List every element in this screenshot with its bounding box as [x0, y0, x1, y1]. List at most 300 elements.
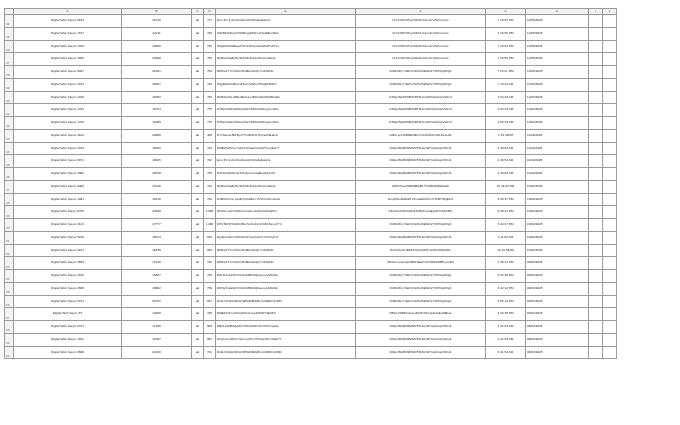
cell-date[interactable]: 12/05/2025 — [526, 15, 589, 28]
cell-empty[interactable] — [603, 168, 617, 181]
cell-count[interactable]: 847 — [204, 295, 216, 308]
cell-type[interactable]: art — [192, 244, 204, 257]
cell-empty[interactable] — [589, 333, 603, 346]
cell-time[interactable]: 7 16 56 PM — [486, 53, 526, 66]
cell-empty[interactable] — [603, 66, 617, 79]
cell-id[interactable]: 16052 — [122, 142, 192, 155]
cell-empty[interactable] — [589, 257, 603, 270]
cell-count[interactable]: 1 490 — [204, 219, 216, 232]
cell-count[interactable]: 775 — [204, 104, 216, 117]
cell-type[interactable]: art — [192, 142, 204, 155]
row-number: 54 — [5, 270, 14, 283]
cell-key[interactable]: DrigCyrusfRrCYGjm+QrPm7hhGdnWYrhuEi77 — [216, 333, 356, 346]
cell-type[interactable]: art — [192, 308, 204, 321]
cell-empty[interactable] — [603, 104, 617, 117]
cell-account[interactable]: D5dxnmcJvnqsGBhPnEahJYNrbMrD6BPyvmE3 — [356, 257, 486, 270]
cell-time[interactable]: 3 02 25 AM — [486, 91, 526, 104]
cell-empty[interactable] — [589, 206, 603, 219]
cell-key[interactable]: DKHaTv2aGFYbhsbrM8bt6QhemuyxMGhbn — [216, 282, 356, 295]
table-row — [5, 193, 617, 206]
cell-empty[interactable] — [603, 91, 617, 104]
cell-type[interactable]: art — [192, 346, 204, 359]
cell-account[interactable]: DJ6FZDyYrfaFVzGZGrDEfLRvYXPFdgOhgh — [356, 66, 486, 79]
cell-time[interactable]: 7 16 42 AM — [486, 78, 526, 91]
cell-key[interactable]: DTDjcx64DmhNrqsHsrCFPd1wMCrgcm4Nnt — [216, 104, 356, 117]
cell-time[interactable]: 6 32 38 PM — [486, 270, 526, 283]
table-row — [5, 129, 617, 142]
cell-empty[interactable] — [589, 104, 603, 117]
column-header-a[interactable]: A — [14, 9, 122, 15]
cell-empty[interactable] — [603, 155, 617, 168]
row-number: 51 — [5, 231, 14, 244]
cell-account[interactable]: D4kpn5lp8SSBr5rRT6L6mSPYqACiqsVWm4 — [356, 333, 486, 346]
cell-time[interactable]: 7 16 FL RM — [486, 66, 526, 79]
cell-empty[interactable] — [589, 142, 603, 155]
cell-empty[interactable] — [589, 78, 603, 91]
cell-account[interactable]: D4kpn5lp8SSBr5rRT6L6mSPYqACiqsVWm4 — [356, 168, 486, 181]
cell-product-name[interactable]: Digital Web Sayıcı 3416 — [14, 142, 122, 155]
cell-count[interactable]: 834 — [204, 244, 216, 257]
cell-product-name[interactable]: Digital Web Sayıcı 1311 — [14, 333, 122, 346]
cell-date[interactable]: 12/02/2025 — [526, 66, 589, 79]
cell-key[interactable]: DN6lLm6gfiqHxr1DrPFr1hbeyWmmvZkeQ — [216, 53, 356, 66]
cell-time[interactable]: 3 02 25 AM — [486, 117, 526, 130]
cell-empty[interactable] — [603, 193, 617, 206]
cell-key[interactable]: D8HuGTYrcScrbuHs6Ev3SrQrYrsbS1Nb — [216, 66, 356, 79]
cell-account[interactable]: D4kpn5lp8SSBr5rRT6L6mSPYqACiqsVWm4 — [356, 231, 486, 244]
cell-account[interactable]: DJ6FZDyYrfaFVzGZGrDEfLRvYXPFdgOhgh — [356, 295, 486, 308]
cell-empty[interactable] — [589, 40, 603, 53]
cell-product-name[interactable]: Digital Web Sayıcı 1891 — [14, 193, 122, 206]
cell-account[interactable]: DJ6ipn5lp8SSBr5rRT6L6mSPYqACiqsVWm4 — [356, 117, 486, 130]
cell-id[interactable]: 21661 — [122, 66, 192, 79]
cell-time[interactable]: 3 41 53 AM — [486, 346, 526, 359]
cell-count[interactable]: 753 — [204, 40, 216, 53]
cell-time[interactable]: 10 46 03 PM — [486, 180, 526, 193]
cell-type[interactable]: art — [192, 180, 204, 193]
cell-key[interactable]: DKHaTv2aGFYbhsbrM8bt6QhemuyxMGhbn — [216, 270, 356, 283]
cell-empty[interactable] — [603, 295, 617, 308]
cell-empty[interactable] — [603, 270, 617, 283]
cell-time[interactable]: 4 46 38 PM — [486, 308, 526, 321]
cell-time[interactable]: 4 36 52 AM — [486, 155, 526, 168]
cell-empty[interactable] — [603, 27, 617, 40]
cell-time[interactable]: 3 41 53 AM — [486, 321, 526, 334]
cell-empty[interactable] — [589, 295, 603, 308]
cell-id[interactable]: 23886 — [122, 129, 192, 142]
cell-empty[interactable] — [589, 180, 603, 193]
cell-product-name[interactable]: Digital Web Sayıcı 2608 — [14, 282, 122, 295]
cell-account[interactable]: Dbbfl ay.ht2BMRNEsYOLhFMJGVDLPLuL66 — [356, 129, 486, 142]
cell-count[interactable]: 777 — [204, 15, 216, 28]
cell-key[interactable]: Ern.rPrr.1yJtnCkoSuGtOrhbw6eEaG1c — [216, 15, 356, 28]
table-row — [5, 206, 617, 219]
cell-date[interactable]: 10/02/2025 — [526, 206, 589, 219]
cell-count[interactable]: 697 — [204, 333, 216, 346]
table-row — [5, 244, 617, 257]
cell-date[interactable]: 08/02/2025 — [526, 346, 589, 359]
cell-count[interactable]: 742 — [204, 193, 216, 206]
cell-count[interactable]: 405 — [204, 129, 216, 142]
cell-empty[interactable] — [603, 333, 617, 346]
cell-type[interactable]: art — [192, 129, 204, 142]
cell-date[interactable]: 11/02/2025 — [526, 142, 589, 155]
cell-empty[interactable] — [603, 129, 617, 142]
cell-id[interactable]: 24548 — [122, 206, 192, 219]
cell-product-name[interactable]: Digital Web Sayıcı 87 — [14, 308, 122, 321]
cell-date[interactable]: 12/02/2025 — [526, 91, 589, 104]
column-header-g[interactable]: G — [486, 9, 526, 15]
cell-type[interactable]: art — [192, 231, 204, 244]
cell-key[interactable]: DGiLrr9mDoShGrN8TwDBdyBrmmbBDC1r3Rh — [216, 295, 356, 308]
cell-empty[interactable] — [603, 78, 617, 91]
cell-id[interactable]: 22211 — [122, 27, 192, 40]
table-row — [5, 142, 617, 155]
cell-empty[interactable] — [589, 346, 603, 359]
cell-count[interactable]: 739 — [204, 270, 216, 283]
cell-time[interactable]: 12 34 56AM — [486, 244, 526, 257]
cell-id[interactable]: 17188 — [122, 321, 192, 334]
cell-date[interactable]: 11/02/2025 — [526, 155, 589, 168]
cell-type[interactable]: art — [192, 40, 204, 53]
cell-key[interactable]: DMEZArFr+RrCsdrb9.hmeLAPFtR74EdF7r — [216, 308, 356, 321]
cell-account[interactable]: DrY1rPFrNTrenMsh1rA1mdYwSiCmmGt — [356, 40, 486, 53]
cell-time[interactable]: 9 45 27 PM — [486, 193, 526, 206]
cell-account[interactable]: DJ6FZDyYrfaFVzGZGrDEfLRvYXPFdgOhgh — [356, 270, 486, 283]
cell-count[interactable]: 725 — [204, 308, 216, 321]
cell-time[interactable]: 7 16 53 PM — [486, 40, 526, 53]
cell-count[interactable]: 693 — [204, 321, 216, 334]
cell-account[interactable]: DrY1rPFrNTrenMsh1rA1mdYwSiCmmGt — [356, 15, 486, 28]
cell-key[interactable]: DGiLrr9mDoShGrN8TwDBdyBrmmbBDC1r3Rh — [216, 346, 356, 359]
column-header-c[interactable]: C — [192, 9, 204, 15]
cell-date[interactable]: 10/02/2025 — [526, 219, 589, 232]
cell-count[interactable]: 763 — [204, 66, 216, 79]
cell-count[interactable]: 746 — [204, 78, 216, 91]
cell-date[interactable]: 10/02/2025 — [526, 244, 589, 257]
cell-date[interactable]: 08/02/2025 — [526, 333, 589, 346]
row-number: 58 — [5, 321, 14, 334]
column-header-f[interactable]: F — [356, 9, 486, 15]
cell-date[interactable]: 12/02/2025 — [526, 78, 589, 91]
cell-product-name[interactable]: Digital Web Sayıcı 2157 — [14, 244, 122, 257]
cell-empty[interactable] — [589, 53, 603, 66]
cell-empty[interactable] — [603, 244, 617, 257]
cell-date[interactable]: 09/02/2025 — [526, 257, 589, 270]
cell-key[interactable]: DBrtLrsDBrhAg3rU7ShrGDtKchhzCZrCspeki — [216, 321, 356, 334]
cell-empty[interactable] — [603, 53, 617, 66]
cell-account[interactable]: D4kpn5lp8SSBr5rRT6L6mSPYqACiqsVWm4 — [356, 142, 486, 155]
cell-account[interactable]: DmyffGmDlab9H.ZrrmeEFrbbrvYHCBT3DgFF9 — [356, 193, 486, 206]
row-number: 59 — [5, 333, 14, 346]
cell-date[interactable]: 12/02/2025 — [526, 104, 589, 117]
cell-empty[interactable] — [603, 346, 617, 359]
cell-time[interactable]: 3 02 25 AM — [486, 104, 526, 117]
cell-product-name[interactable]: Digital Web Sayıcı 0471 — [14, 321, 122, 334]
cell-id[interactable]: 17057 — [122, 333, 192, 346]
cell-type[interactable]: art — [192, 168, 204, 181]
table-row — [5, 219, 617, 232]
cell-account[interactable]: D4kpn5lp8SSBr5rRT6L6mSPYqACiqsVWm4 — [356, 321, 486, 334]
cell-account[interactable]: DzDmbLDrJDMrJhhrmMPhrrnhrPrAlfGDNbL — [356, 244, 486, 257]
cell-key[interactable]: DSgD6isthuBmsuHuG.ArbhcVHrbg9HD9s7 — [216, 78, 356, 91]
column-header-j[interactable]: J — [603, 9, 617, 15]
table-row — [5, 155, 617, 168]
cell-account[interactable]: D4kpn5lp8SSBr5rRT6L6mSPYqACiqsVWm4 — [356, 155, 486, 168]
cell-time[interactable]: 7 16 53 PM — [486, 15, 526, 28]
cell-id[interactable]: 21128 — [122, 180, 192, 193]
cell-date[interactable]: 09/02/2025 — [526, 270, 589, 283]
cell-product-name[interactable]: Digital Web Sayıcı 3141 — [14, 219, 122, 232]
cell-empty[interactable] — [603, 40, 617, 53]
cell-date[interactable]: 11/02/2025 — [526, 168, 589, 181]
cell-product-name[interactable]: Digital Web Sayıcı 9402 — [14, 180, 122, 193]
row-number: 52 — [5, 244, 14, 257]
cell-key[interactable]: D8HuGTYrcScrbuHs6Ev3SrQrYrsbS1Nb — [216, 257, 356, 270]
cell-id[interactable]: 19665 — [122, 155, 192, 168]
cell-product-name[interactable]: Digital Web Sayıcı 6027 — [14, 66, 122, 79]
cell-product-name[interactable]: Digital Web Sayıcı 1761 — [14, 104, 122, 117]
cell-count[interactable]: 834 — [204, 231, 216, 244]
cell-id[interactable]: 10710 — [122, 15, 192, 28]
column-header-d[interactable]: D — [204, 9, 216, 15]
cell-id[interactable]: 24160 — [122, 346, 192, 359]
row-number: 41 — [5, 104, 14, 117]
cell-product-name[interactable]: Digital Web Sayıcı 3653 — [14, 257, 122, 270]
cell-time[interactable]: 4 36 52 AM — [486, 142, 526, 155]
cell-key[interactable]: D3hGAifsFDmkrADmfy.bumvaiEujdsh1xhT — [216, 168, 356, 181]
cell-time[interactable]: 3 44 27 PM — [486, 219, 526, 232]
cell-count[interactable]: 735 — [204, 168, 216, 181]
cell-type[interactable]: art — [192, 27, 204, 40]
cell-id[interactable]: 16704 — [122, 104, 192, 117]
cell-product-name[interactable]: Digital Web Sayıcı 1016 — [14, 91, 122, 104]
cell-product-name[interactable]: Digital Web Sayıcı 8705 — [14, 206, 122, 219]
table-row — [5, 66, 617, 79]
cell-id[interactable]: 16118 — [122, 193, 192, 206]
cell-empty[interactable] — [589, 66, 603, 79]
cell-account[interactable]: DJ6ipn5lp8SSBr5rRT6L6mSPYqACiqsVWm4 — [356, 91, 486, 104]
cell-account[interactable]: DJ6FZDyYrfaFVzGZGrDEfLRvYXPFdgOhgh — [356, 78, 486, 91]
table-row — [5, 231, 617, 244]
column-header-h[interactable]: H — [526, 9, 589, 15]
cell-count[interactable]: 753 — [204, 53, 216, 66]
column-header-b[interactable]: B — [122, 9, 192, 15]
cell-product-name[interactable]: Digital Web Sayıcı 6164 — [14, 15, 122, 28]
cell-id[interactable]: 14668 — [122, 308, 192, 321]
cell-key[interactable]: DYxhtnsw.BdHky.P7rvdPebGTfgmeth9LExd — [216, 129, 356, 142]
cell-key[interactable]: D5g3brt6Sl4EqaTXCr1FDwmdeG8tdTLdiTLe — [216, 40, 356, 53]
cell-product-name[interactable]: Digital Web Sayıcı 0598 — [14, 346, 122, 359]
cell-key[interactable]: Dqrijls11bmrrdrPrcbGPrmnrbGGYcrhbCyh17 — [216, 231, 356, 244]
cell-id[interactable]: 20068 — [122, 53, 192, 66]
cell-product-name[interactable]: Digital Web Sayıcı 3102 — [14, 129, 122, 142]
cell-account[interactable]: DJ6FZDyYrfaFVzGZGrDEfLRvYXPFdgOhgh — [356, 219, 486, 232]
cell-id[interactable]: 16687 — [122, 270, 192, 283]
cell-empty[interactable] — [589, 321, 603, 334]
cell-type[interactable]: art — [192, 193, 204, 206]
cell-type[interactable]: art — [192, 155, 204, 168]
cell-type[interactable]: art — [192, 282, 204, 295]
cell-date[interactable]: 09/02/2025 — [526, 308, 589, 321]
cell-empty[interactable] — [603, 15, 617, 28]
cell-time[interactable]: 3 11 52 AM — [486, 231, 526, 244]
cell-account[interactable]: DJ6ipn5lp8SSBr5rRT6L6mSPYqACiqsVWm4 — [356, 104, 486, 117]
cell-account[interactable]: DJ6FZDyYrfaFVzGZGrDEfLRvYXPFdgOhgh — [356, 282, 486, 295]
cell-empty[interactable] — [603, 257, 617, 270]
cell-id[interactable]: 16074 — [122, 231, 192, 244]
cell-product-name[interactable]: Digital Web Sayıcı 1010 — [14, 40, 122, 53]
cell-type[interactable]: art — [192, 295, 204, 308]
cell-empty[interactable] — [603, 180, 617, 193]
cell-empty[interactable] — [589, 168, 603, 181]
cell-type[interactable]: art — [192, 78, 204, 91]
cell-count[interactable]: 1 682 — [204, 206, 216, 219]
cell-empty[interactable] — [589, 231, 603, 244]
cell-empty[interactable] — [589, 193, 603, 206]
cell-empty[interactable] — [589, 129, 603, 142]
cell-type[interactable]: art — [192, 206, 204, 219]
cell-empty[interactable] — [603, 117, 617, 130]
cell-product-name[interactable]: Digital Web Sayıcı 3073 — [14, 78, 122, 91]
cell-count[interactable]: 742 — [204, 155, 216, 168]
cell-empty[interactable] — [603, 321, 617, 334]
cell-id[interactable]: 69797 — [122, 295, 192, 308]
cell-date[interactable]: 09/02/2025 — [526, 282, 589, 295]
cell-product-name[interactable]: Digital Web Sayıcı 1702 — [14, 117, 122, 130]
cell-key[interactable]: D8HuGTYrcScrbuHs6Ev3SrQrYrsbS1Nb — [216, 244, 356, 257]
column-header-e[interactable]: E — [216, 9, 356, 15]
cell-key[interactable]: DXVTEHrHA4hrCBG.Sc4m1Vnhrh6C5eyu1YYi — [216, 219, 356, 232]
cell-date[interactable]: 12/02/2025 — [526, 117, 589, 130]
cell-key[interactable]: DN6lLm6gfiqHxr1DrPFr1hbeyWmmvZkeQ — [216, 180, 356, 193]
cell-id[interactable]: 18682 — [122, 282, 192, 295]
cell-empty[interactable] — [589, 15, 603, 28]
cell-product-name[interactable]: Digital Web Sayıcı 6071 — [14, 155, 122, 168]
cell-product-name[interactable]: Digital Web Sayıcı 5216 — [14, 231, 122, 244]
cell-count[interactable]: 739 — [204, 282, 216, 295]
cell-time[interactable]: 9 48 41 PM — [486, 206, 526, 219]
cell-time[interactable]: 2 33 22PM — [486, 129, 526, 142]
cell-product-name[interactable]: Digital Web Sayıcı 2913 — [14, 270, 122, 283]
cell-product-name[interactable]: Digital Web Sayıcı 3000 — [14, 53, 122, 66]
spreadsheet — [4, 8, 616, 425]
cell-account[interactable]: D6CFlhsuZ3l8b6BRB1T7lURtNDBdDae8 — [356, 180, 486, 193]
cell-time[interactable]: 3 41 53 AM — [486, 333, 526, 346]
cell-type[interactable]: art — [192, 219, 204, 232]
cell-count[interactable]: 743 — [204, 142, 216, 155]
cell-product-name[interactable]: Digital Web Sayıcı 7107 — [14, 27, 122, 40]
row-number: 37 — [5, 53, 14, 66]
cell-date[interactable]: 12/05/2025 — [526, 53, 589, 66]
cell-product-name[interactable]: Digital Web Sayıcı 0073 — [14, 295, 122, 308]
cell-id[interactable]: 17777 — [122, 219, 192, 232]
cell-id[interactable]: 19082 — [122, 91, 192, 104]
cell-empty[interactable] — [603, 142, 617, 155]
cell-date[interactable]: 10/02/2025 — [526, 193, 589, 206]
cell-time[interactable]: 4 36 52 AM — [486, 168, 526, 181]
cell-time[interactable]: 5 50 14 PM — [486, 295, 526, 308]
cell-empty[interactable] — [603, 206, 617, 219]
cell-time[interactable]: 7 45 41 PM — [486, 257, 526, 270]
cell-type[interactable]: art — [192, 257, 204, 270]
cell-key[interactable]: DM6Ss4CLr9ModZufeLsuBSrnD1htKMDrwEe — [216, 91, 356, 104]
cell-date[interactable]: 12/05/2025 — [526, 40, 589, 53]
cell-count[interactable]: 775 — [204, 117, 216, 130]
cell-type[interactable]: art — [192, 270, 204, 283]
cell-empty[interactable] — [589, 91, 603, 104]
cell-date[interactable]: 11/02/2025 — [526, 129, 589, 142]
cell-date[interactable]: 10/02/2025 — [526, 231, 589, 244]
cell-type[interactable]: art — [192, 104, 204, 117]
cell-key[interactable]: Ern.rPrr.1yJtnCkoSuGtOrhbw6eEaG1c — [216, 155, 356, 168]
cell-key[interactable]: G82Mf1ZOw1ON3MngyDDtrvvKGaMhvn8kd — [216, 27, 356, 40]
cell-type[interactable]: art — [192, 15, 204, 28]
row-number: 38 — [5, 66, 14, 79]
cell-empty[interactable] — [589, 219, 603, 232]
cell-id[interactable]: 17218 — [122, 257, 192, 270]
data-grid — [4, 8, 617, 359]
cell-empty[interactable] — [589, 282, 603, 295]
cell-date[interactable]: 12/05/2025 — [526, 27, 589, 40]
cell-key[interactable]: DTDjcx64DmhNrqsHsrCFPd1wMCrgcm4Nnt — [216, 117, 356, 130]
cell-empty[interactable] — [603, 231, 617, 244]
cell-account[interactable]: DrY1rPFrNTrenMsh1rA1mdYwSiCmmGt — [356, 53, 486, 66]
cell-type[interactable]: art — [192, 333, 204, 346]
cell-count[interactable]: 742 — [204, 257, 216, 270]
cell-empty[interactable] — [603, 282, 617, 295]
cell-time[interactable]: 6 32 12 PM — [486, 282, 526, 295]
cell-key[interactable]: DJ9Fhrrhmc.pwdrhy.thdbk1YVcVcrhmbmsuAt — [216, 193, 356, 206]
cell-count[interactable]: 742 — [204, 180, 216, 193]
cell-empty[interactable] — [589, 270, 603, 283]
cell-date[interactable]: 08/02/2025 — [526, 321, 589, 334]
cell-empty[interactable] — [589, 117, 603, 130]
cell-empty[interactable] — [589, 308, 603, 321]
cell-account[interactable]: D4kpn5lp8SSBr5rRT6L6mSPYqACiqsVWm4 — [356, 346, 486, 359]
cell-id[interactable]: 16007 — [122, 78, 192, 91]
cell-type[interactable]: art — [192, 321, 204, 334]
cell-id[interactable]: 16235 — [122, 244, 192, 257]
cell-count[interactable]: 746 — [204, 27, 216, 40]
row-number: 47 — [5, 180, 14, 193]
cell-type[interactable]: art — [192, 91, 204, 104]
cell-count[interactable]: 741 — [204, 346, 216, 359]
cell-id[interactable]: 16305 — [122, 117, 192, 130]
cell-product-name[interactable]: Digital Web Sayıcı 3082 — [14, 168, 122, 181]
cell-time[interactable]: 7 16 56 PM — [486, 27, 526, 40]
cell-date[interactable]: 09/02/2025 — [526, 295, 589, 308]
cell-account[interactable]: DFmZnrhr65rtr8Kdr4nBtOmcxjEL2D7hSFCBtc — [356, 206, 486, 219]
cell-empty[interactable] — [589, 27, 603, 40]
cell-key[interactable]: D6uhrt.shu7h1Wrtrrrnupfs.ehj1rhbr1Rq2rFrr — [216, 206, 356, 219]
cell-id[interactable]: 20618 — [122, 168, 192, 181]
cell-empty[interactable] — [603, 219, 617, 232]
cell-account[interactable]: DrY1rPFrNTrenMsh1rA1mdYwSiCmmGt — [356, 27, 486, 40]
cell-type[interactable]: art — [192, 117, 204, 130]
cell-date[interactable]: 10/02/2025 — [526, 180, 589, 193]
cell-key[interactable]: DMBsQZS7on.bdrOrhyhtaeC2sd3T3.uyEw7f — [216, 142, 356, 155]
cell-empty[interactable] — [589, 244, 603, 257]
cell-count[interactable]: 753 — [204, 91, 216, 104]
column-header-i[interactable]: I — [589, 9, 603, 15]
cell-type[interactable]: art — [192, 66, 204, 79]
cell-empty[interactable] — [603, 308, 617, 321]
cell-id[interactable]: 16906 — [122, 40, 192, 53]
cell-empty[interactable] — [589, 155, 603, 168]
cell-type[interactable]: art — [192, 53, 204, 66]
cell-account[interactable]: DBLfy7RMFCAmsuRrJFr91CqubdrrEnD8bek — [356, 308, 486, 321]
